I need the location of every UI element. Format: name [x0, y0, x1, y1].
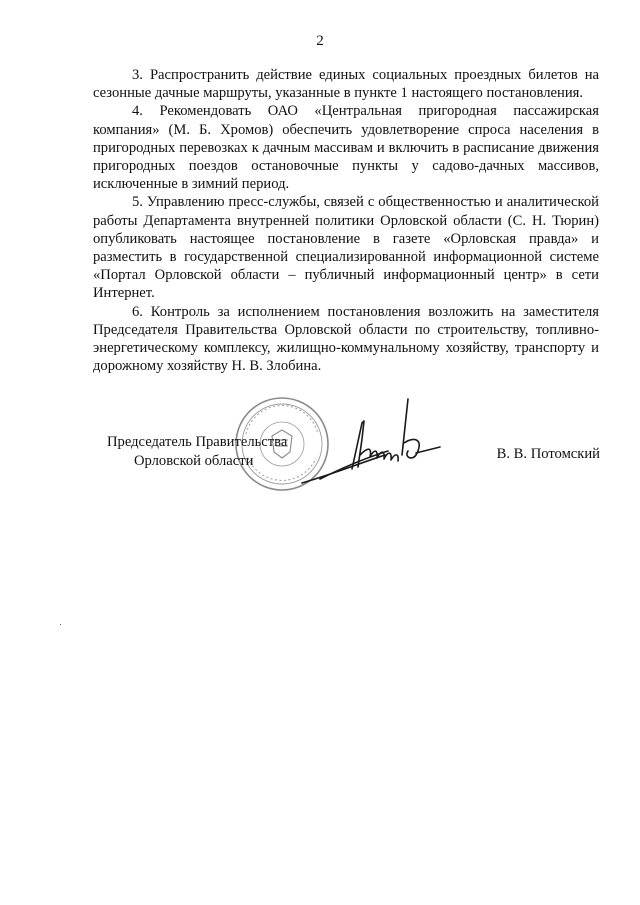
signatory-title-line1: Председатель Правительства [107, 434, 288, 450]
paragraph-6: 6. Контроль за исполнением постановления возложить на заместителя Председателя Правительства Орловской области по строительству, топливно-энергетическому комплексу, жилищно-коммунальному хозяйству, транспорту и дорожному хозяйству Н. В. Злобина. [93, 303, 599, 375]
handwritten-signature [300, 395, 450, 495]
paragraph-4: 4. Рекомендовать ОАО «Центральная пригородная пассажирская компания» (М. Б. Хромов) обеспечить удовлетворение спроса населения в пригородных перевозках к дачным массивам и включить в расписание движения пригородных поездов остановочные пункты у садово-дачных массивов, исключенные в зимний период. [93, 103, 599, 193]
document-body [93, 66, 599, 375]
scan-speck [60, 624, 61, 625]
signatory-title-line2: Орловской области [134, 453, 254, 469]
paragraph-5: 5. Управлению пресс-службы, связей с общественностью и аналитической работы Департамента внутренней политики Орловской области (С. Н. Тюрин) опубликовать настоящее постановление в газете «Орловская правда» и разместить в государственной специализированной информационной системе «Портал Орловской области – публичный информационный центр» в сети Интернет. [93, 194, 599, 302]
page-number: 2 [316, 33, 324, 49]
signatory-name: В. В. Потомский [496, 446, 600, 462]
paragraph-3: 3. Распространить действие единых социальных проездных билетов на сезонные дачные маршруты, указанные в пункте 1 настоящего постановления. [93, 67, 599, 102]
signatory-title [107, 433, 287, 471]
